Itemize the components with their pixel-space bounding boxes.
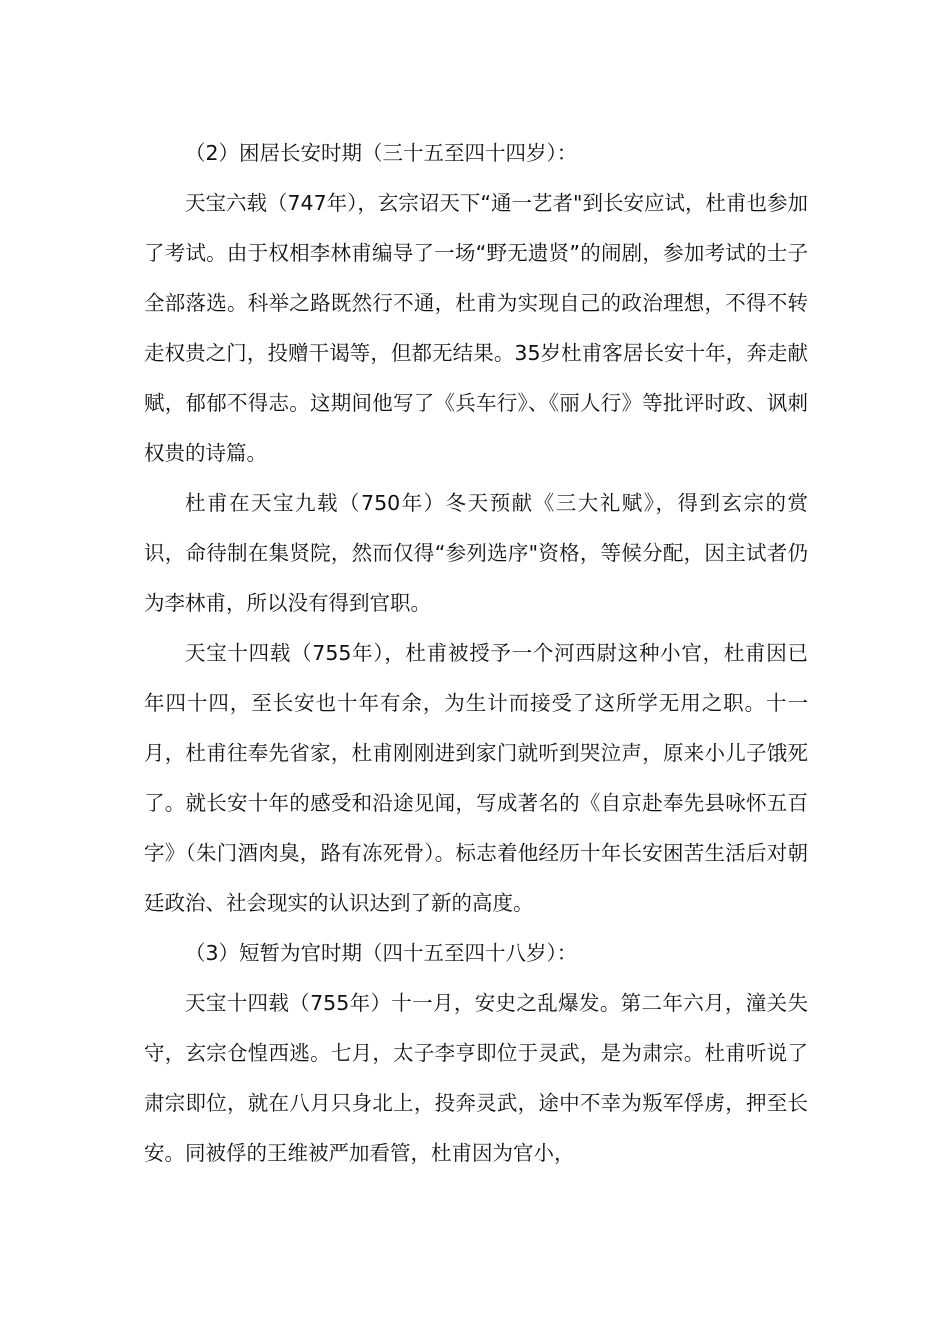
section-heading-2: （2）困居长安时期（三十五至四十四岁）： <box>185 141 578 165</box>
paragraph: 杜甫在天宝九载（750年）冬天预献《三大礼赋》，得到玄宗的赏识，命待制在集贤院，然而仅得“参列选序"资格，等候分配，因主试者仍为李林甫，所以没有得到官职。 <box>144 491 808 615</box>
section-heading-3: （3）短暂为官时期（四十五至四十八岁）： <box>185 941 578 965</box>
paragraph: 天宝十四载（755年），杜甫被授予一个河西尉这种小官，杜甫因已年四十四，至长安也十年有余，为生计而接受了这所学无用之职。十一月，杜甫往奉先省家，杜甫刚刚进到家门就听到哭泣声，原来小儿子饿死了。就长安十年的感受和沿途见闻，写成著名的《自京赴奉先县咏怀五百字》（朱门酒肉臭，路有冻死骨）。标志着他经历十年长安困苦生活后对朝廷政治、社会现实的认识达到了新的高度。 <box>144 641 808 915</box>
paragraph: 天宝六载（747年），玄宗诏天下“通一艺者"到长安应试，杜甫也参加了考试。由于权相李林甫编导了一场“野无遗贤”的闹剧，参加考试的士子全部落选。科举之路既然行不通，杜甫为实现自己的政治理想，不得不转走权贵之门，投赠干谒等，但都无结果。35岁杜甫客居长安十年，奔走献赋，郁郁不得志。这期间他写了《兵车行》、《丽人行》等批评时政、讽刺权贵的诗篇。 <box>144 191 808 465</box>
document-body <box>144 128 808 1178</box>
paragraph: 天宝十四载（755年）十一月，安史之乱爆发。第二年六月，潼关失守，玄宗仓惶西逃。七月，太子李亨即位于灵武，是为肃宗。杜甫听说了肃宗即位，就在八月只身北上，投奔灵武，途中不幸为叛军俘虏，押至长安。同被俘的王维被严加看管，杜甫因为官小， <box>144 991 808 1165</box>
